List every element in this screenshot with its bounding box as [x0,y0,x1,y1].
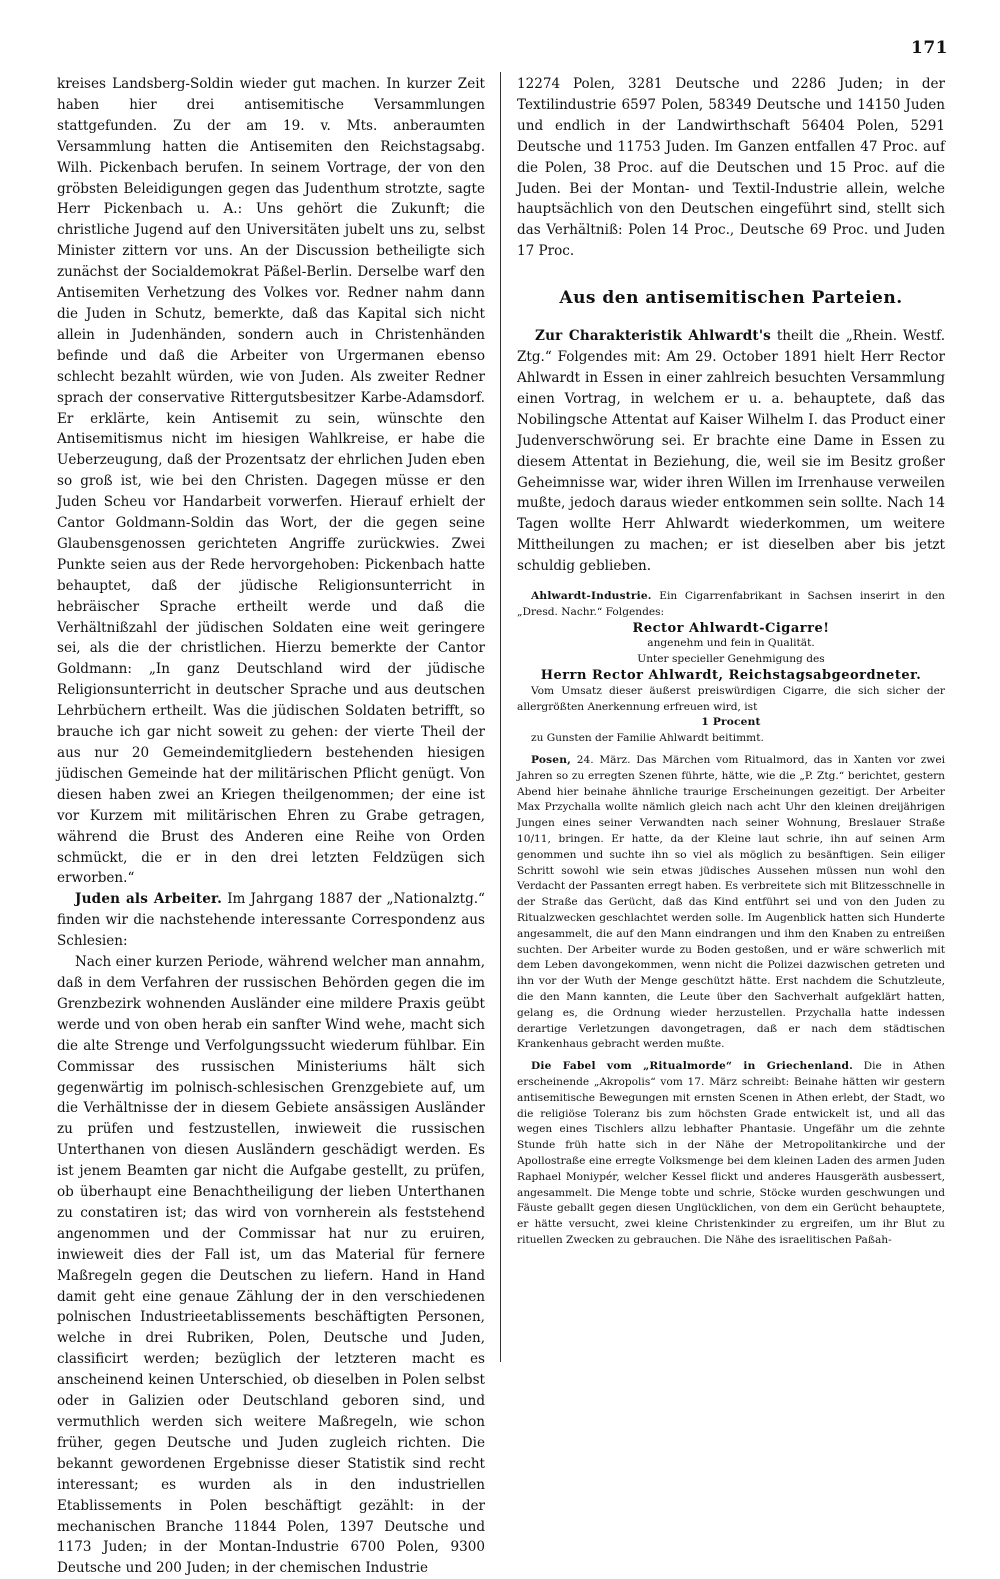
right-paragraph-3-heading: Ahlwardt-Industrie. [531,590,652,603]
advert-line-2: Unter specieller Genehmigung des [637,653,825,666]
right-paragraph-3-body: Ein Cigarrenfabrikant in Sachsen inserirt in den „Dresd. Nachr.“ Folgendes: [517,590,945,618]
left-paragraph-2-heading: Juden als Arbeiter. [75,891,223,908]
right-paragraph-2-heading: Zur Charakteristik Ahlwardt's [535,328,772,345]
right-paragraph-5-heading: Die Fabel vom „Ritualmorde“ in Griechenland. [531,1060,853,1073]
advert-line-5: 1 Procent [701,716,761,729]
right-paragraph-3 [517,589,945,621]
advert-line-3: Herrn Rector Ahlwardt, Reichstagsabgeordneter. [540,668,922,684]
left-paragraph-3: Nach einer kurzen Periode, während welcher man annahm, daß in dem Verfahren der russischen Behörden gegen die im Grenzbezirk wohnenden Ausländer eine mildere Praxis geübt werde und von oben herab ein sanfter Wind wehe, macht sich die alte Strenge und Verfolgungssucht wiederum fühlbar. Ein Commissar des russischen Ministeriums hält sich gegenwärtig im polnisch-schlesischen Grenzgebiete auf, um die Verhältnisse der in diesem Gebiete ansässigen Ausländer zu prüfen und festzustellen, inwieweit die russischen Unterthanen von diesen Ausländern geschädigt werden. Es ist jenem Beamten gar nicht die Aufgabe gestellt, zu prüfen, ob überhaupt eine Benachtheiligung der lieben Unterthanen zu constatiren ist; das wird von vornherein als feststehend angenommen und der Commissar hat nur zu eruiren, inwieweit dies der Fall ist, um das Material für fernere Maßregeln gegen die Deutschen zu liefern. Hand in Hand damit geht eine genaue Zählung der in den verschiedenen polnischen Industrieetablissements beschäftigten Personen, welche in drei Rubriken, Polen, Deutsche und Juden, classificirt werden; bezüglich der letzteren macht es anscheinend keinen Unterschied, ob dieselben in Polen selbst oder in Galizien oder Deutschland geboren sind, und vermuthlich werden sich weitere Maßregeln, wie schon früher, gegen Deutsche und Juden zugleich richten. Die bekannt gewordenen Ergebnisse dieser Statistik sind recht interessant; es wurden als in den industriellen Etablissements in Polen beschäftigt gezählt: in der mechanischen Branche 11844 Polen, 1397 Deutsche und 1173 Juden; in der Montan-Industrie 6700 Polen, 9300 Deutsche und 200 Juden; in der chemischen Industrie [57,954,485,1577]
right-paragraph-5-body: Die in Athen erscheinende „Akropolis“ vom 17. März schreibt: Beinahe hätten wir gestern antisemitische Bewegungen mit ernsten Scenen in Athen erlebt, der Stadt, wo die religiöse Toleranz bis zum höchsten Grade entwickelt ist, und all das wegen eines Tischlers allzu lebhafter Phantasie. Ungefähr um die zehnte Stunde früh hatte sich in der Nähe der Metropolitankirche und der Apollostraße eine erregte Volksmenge bei dem kleinen Laden des armen Juden Raphael Moniypér, welcher Kessel flickt und anderes Hausgeräth ausbessert, angesammelt. Die Menge tobte und schrie, Stöcke wurden geschwungen und Fäuste geballt gegen diesen Unglücklichen, von dem ein Gerücht behauptete, er hätte versucht, zwei kleine Christenkinder zu ergreifen, um ihr Blut zu rituellen Zwecken zu gebrauchen. Die Nähe des israelitischen Paßah- [517,1060,945,1246]
right-paragraph-2-body: theilt die „Rhein. Westf. Ztg.“ Folgendes mit: Am 29. October 1891 hielt Herr Rector Ahlwardt in Essen in einer zahlreich besuchten Versammlung einen Vortrag, in welchem er u. a. behauptete, daß das Nobilingsche Attentat auf Kaiser Wilhelm I. das Product einer Judenverschwörung sei. Er brachte eine Dame in Essen zu diesem Attentat in Beziehung, die, weil sie im Besitz großer Geheimnisse war, wider ihren Willen im Irrenhause verweilen mußte, jedoch daraus wieder entkommen sein sollte. Nach 14 Tagen wollte Herr Ahlwardt wiederkommen, um weitere Mittheilungen zu machen; er ist dieselben aber bis jetzt schuldig geblieben. [517,328,946,575]
advert-line-6: zu Gunsten der Familie Ahlwardt beitimmt. [531,732,764,745]
right-paragraph-1: 12274 Polen, 3281 Deutsche und 2286 Juden; in der Textilindustrie 6597 Polen, 58349 Deutsche und 14150 Juden und endlich in der Landwirthschaft 56404 Polen, 5291 Deutsche und 11753 Juden. Im Ganzen entfallen 47 Proc. auf die Polen, 38 Proc. auf die Deutschen und 15 Proc. auf die Juden. Bei der Montan- und Textil-Industrie allein, welche hauptsächlich von den Deutschen eingeführt sind, stellt sich das Verhältniß: Polen 14 Proc., Deutsche 69 Proc. und Juden 17 Proc. [517,76,945,260]
section-title: Aus den antisemitischen Parteien. [559,288,903,309]
page-number: 171 [911,38,948,58]
advert-line-1: angenehm und fein in Qualität. [647,637,815,650]
left-paragraph-2-body: Im Jahrgang 1887 der „Nationalztg.“ finden wir die nachstehende interessante Correspondenz aus Schlesien: [57,891,485,950]
right-paragraph-2 [517,326,945,577]
right-paragraph-4-heading: Posen, [531,754,572,766]
right-paragraph-4-body: 24. März. Das Märchen vom Ritualmord, das in Xanten vor zwei Jahren so zu erregten Szenen führte, hätte, wie die „P. Ztg.“ berichtet, gestern Abend hier beinahe ähnliche traurige Erscheinungen gezeitigt. Der Arbeiter Max Przychalla wollte nämlich gleich nach acht Uhr den kleinen dreijährigen Jungen eines seiner Verwandten nach seiner Wohnung, Breslauer Straße 10/11, bringen. Er hatte, da der Kleine laut schrie, ihn auf seinen Arm genommen und suchte ihn so viel als möglich zu besänftigen. Sein eiliger Schritt sowohl wie sein etwas jüdisches Aussehen müssen nun wohl den Verdacht der Passanten erregt haben. Es verbreitete sich mit Blitzesschnelle in der Straße das Gerücht, daß das Kind entführt sei und von den Juden zu Ritualzwecken geschlachtet werden solle. Im Augenblick hatten sich Hunderte angesammelt, die auf den Mann eindrangen und ihm den Knaben zu entreißen suchten. Der Arbeiter wurde zu Boden gestoßen, und er wäre schwerlich mit dem Leben davongekommen, wenn nicht die Polizei dazwischen getreten und ihn vor der Wuth der Menge geschützt hätte. Erst nachdem die Schutzleute, die den Mann kannten, die Leute über den Sachverhalt aufgeklärt hatten, gelang es, die Ordnung wieder herzustellen. Przychalla hatte indessen derartige Verletzungen davongetragen, daß er nach dem städtischen Krankenhaus gebracht werden mußte. [517,754,945,1051]
right-column [517,74,945,1364]
left-paragraph-2 [57,889,485,952]
left-paragraph-1: kreises Landsberg-Soldin wieder gut machen. In kurzer Zeit haben hier drei antisemitische Versammlungen stattgefunden. Zu der am 19. v. Mts. anberaumten Versammlung hatten die Antisemiten den Reichstagsabg. Wilh. Pickenbach berufen. In seinem Vortrage, der von den gröbsten Beleidigungen gegen das Judenthum strotzte, sagte Herr Pickenbach u. A.: Uns gehört die Zukunft; die christliche Jugend auf den Universitäten jubelt uns zu, selbst Minister zittern vor uns. An der Discussion betheiligte sich zunächst der Socialdemokrat Päßel-Berlin. Derselbe warf den Antisemiten Verhetzung des Volkes vor. Redner nahm dann die Juden in Schutz, bemerkte, daß das Kapital sich nicht allein in Judenhänden, sondern auch in Christenhänden befinde und daß die Arbeiter von Urgermanen ebenso schlecht bezahlt würden, wie von Juden. Als zweiter Redner sprach der conservative Rittergutsbesitzer Karbe-Adamsdorf. Er erklärte, kein Antisemit zu sein, wünschte den Antisemitismus nicht im hiesigen Wahlkreise, er habe die Ueberzeugung, daß der Prozentsatz der ehrlichen Juden eben so groß ist, wie bei den Christen. Dagegen müsse er den Juden Scheu vor Handarbeit vorwerfen. Hierauf erhielt der Cantor Goldmann-Soldin das Wort, der die gegen seine Glaubensgenossen gerichteten Angriffe zurückwies. Zwei Punkte seien aus der Rede hervorgehoben: Pickenbach hatte behauptet, daß der jüdische Religionsunterricht in hebräischer Sprache ertheilt werde und daß die Verhältnißzahl der jüdischen Soldaten eine weit geringere sei, als die der christlichen. Hierzu bemerkte der Cantor Goldmann: „In ganz Deutschland wird der jüdische Religionsunterricht in deutscher Sprache und aus deutschen Lehrbüchern ertheilt. Was die jüdischen Soldaten betrifft, so brauche ich gar nicht soweit zu gehen: der vierte Theil der aus nur 20 Gemeindemitgliedern bestehenden hiesigen jüdischen Gemeinde hat der militärischen Pflicht genügt. Von diesen haben zwei an Kriegen theilgenommen; der eine ist vor Kurzem mit militärischen Ehren zu Grabe getragen, während die Brust des Anderen eine Reihe von Orden schmückt, die er in den drei letzten Feldzügen sich erworben.“ [57,76,485,887]
advert-title: Rector Ahlwardt-Cigarre! [632,620,830,636]
right-paragraph-4 [517,753,945,1053]
advert-line-4: Vom Umsatz dieser äußerst preiswürdigen Cigarre, die sich sicher der allergrößten Anerkennung erfreuen wird, ist [517,684,945,713]
column-divider [500,72,501,1362]
left-column [57,74,485,1577]
right-paragraph-5 [517,1059,945,1249]
